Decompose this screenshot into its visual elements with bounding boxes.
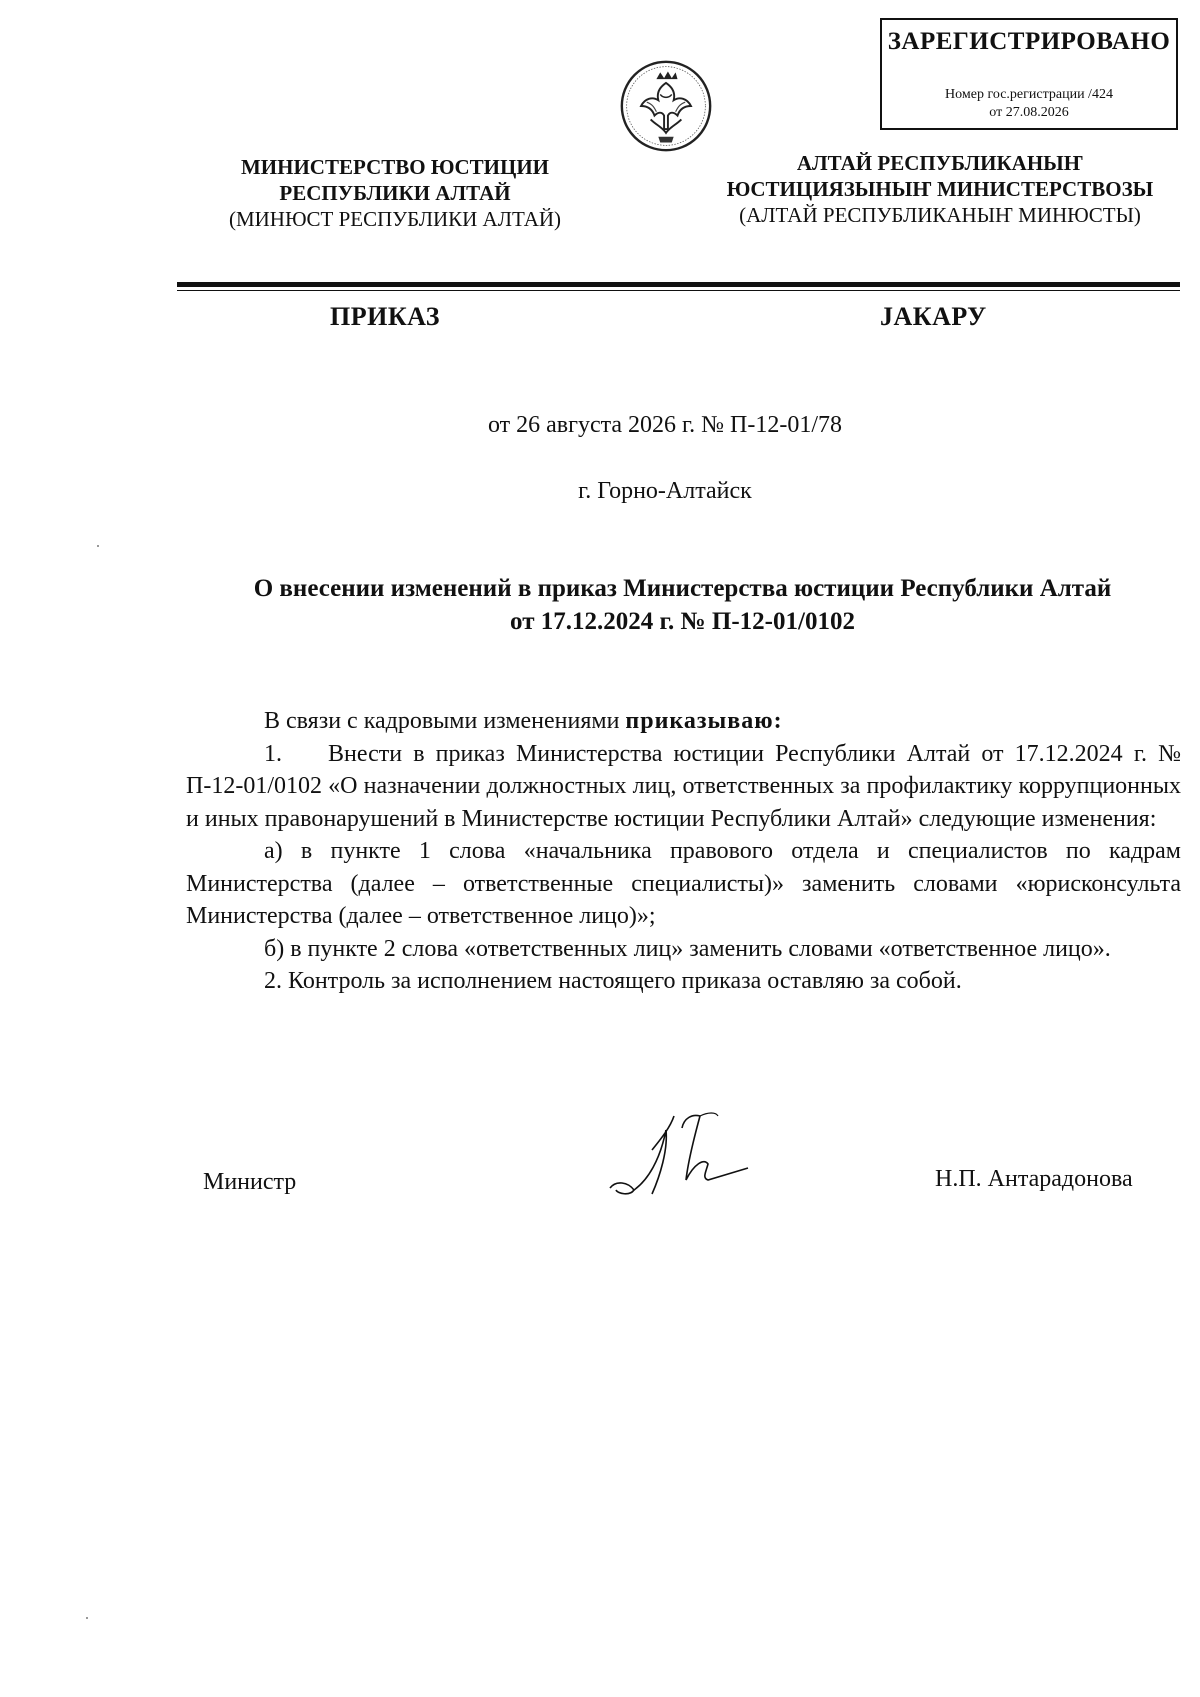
coat-of-arms-emblem (618, 58, 714, 154)
item-1-paragraph (186, 738, 1181, 836)
item-1-text: Внести в приказ Министерства юстиции Республики Алтай от 17.12.2024 г. № П-12-01/0102 «О назначении должностных лиц, ответственных за профилактику коррупционных и иных правонарушений в Министерстве юстиции Республики Алтай» следующие изменения: (186, 740, 1181, 832)
ministry-name-altai-line1: АЛТАЙ РЕСПУБЛИКАНЫҤ (796, 151, 1084, 175)
intro-paragraph (186, 705, 1181, 738)
ministry-name-altai-line2: ЮСТИЦИЯЗЫНЫҤ МИНИСТЕРСТВОЗЫ (726, 177, 1154, 201)
order-city: г. Горно-Алтайск (578, 478, 752, 504)
item-b-paragraph: б) в пункте 2 слова «ответственных лиц» заменить словами «ответственное лицо». (264, 935, 1111, 962)
order-subject (185, 572, 1180, 638)
stamp-reg-date: от 27.08.2026 (989, 105, 1069, 120)
scan-speck (97, 545, 99, 547)
signatory-position: Министр (203, 1169, 297, 1195)
intro-command: приказываю: (625, 708, 783, 734)
doc-type-altai: JАКАРУ (880, 302, 987, 331)
registration-stamp (880, 18, 1178, 130)
subject-line1: О внесении изменений в приказ Министерства юстиции Республики Алтай (253, 575, 1112, 602)
doc-type-russian: ПРИКАЗ (330, 302, 441, 331)
stamp-reg-number: Номер гос.регистрации /424 (945, 87, 1113, 102)
item-2-paragraph: 2. Контроль за исполнением настоящего приказа оставляю за собой. (264, 968, 962, 994)
ministry-short-name: (МИНЮСТ РЕСПУБЛИКИ АЛТАЙ) (228, 207, 562, 231)
item-1-number: 1. (264, 740, 282, 767)
handwritten-signature (608, 1110, 768, 1210)
subject-line2: от 17.12.2024 г. № П-12-01/0102 (510, 608, 855, 635)
header-divider-thin (177, 290, 1180, 291)
ministry-header-russian (190, 154, 600, 232)
scan-speck (86, 1617, 88, 1619)
signatory-name: Н.П. Антарадонова (935, 1166, 1133, 1192)
intro-text: В связи с кадровыми изменениями (264, 708, 626, 734)
ministry-short-name-altai: (АЛТАЙ РЕСПУБЛИКАНЫҤ МИНЮСТЫ) (739, 203, 1141, 227)
ministry-name-line2: РЕСПУБЛИКИ АЛТАЙ (279, 181, 511, 205)
ministry-name-line1: МИНИСТЕРСТВО ЮСТИЦИИ (240, 155, 549, 179)
order-body (186, 705, 1181, 998)
item-a-paragraph: а) в пункте 1 слова «начальника правового отдела и специалистов по кадрам Министерства (далее – ответственные специалисты)» заменить словами «юрисконсульта Министерства (далее – ответственное лицо)»; (186, 838, 1181, 929)
ministry-header-altai (700, 150, 1180, 228)
stamp-title: ЗАРЕГИСТРИРОВАНО (887, 28, 1171, 55)
header-divider-thick (177, 282, 1180, 287)
order-date-number: от 26 августа 2026 г. № П-12-01/78 (487, 412, 843, 438)
